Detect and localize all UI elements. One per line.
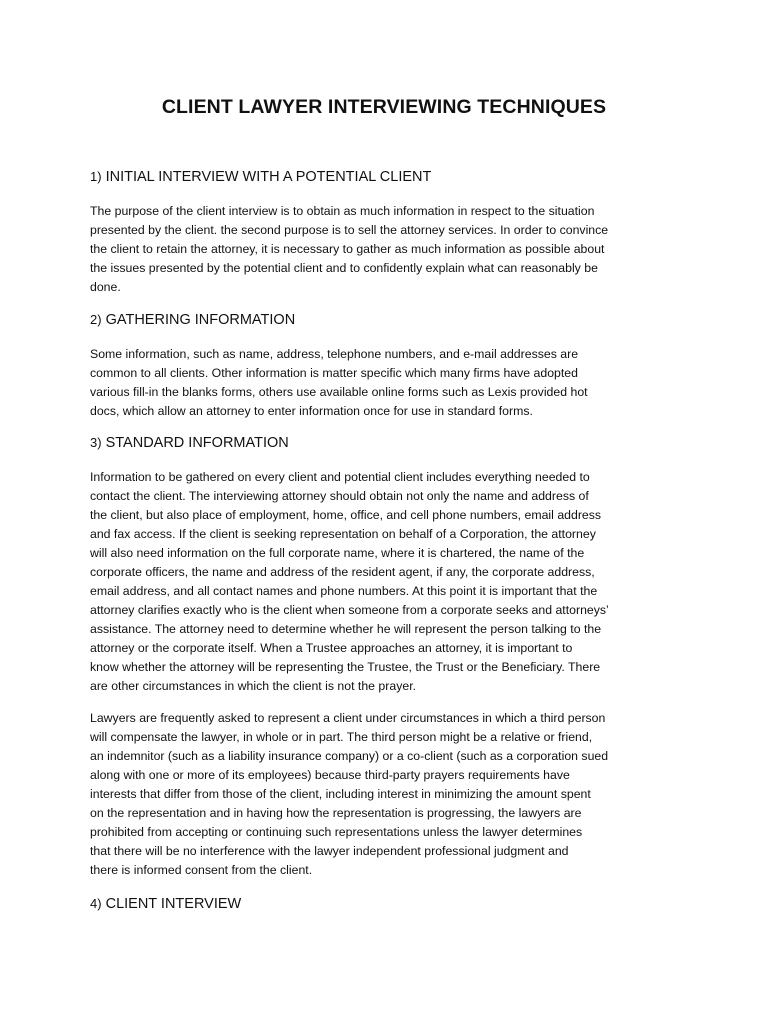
section-number: 2) xyxy=(90,312,102,327)
text-line: prohibited from accepting or continuing such representations unless the lawyer determines xyxy=(90,825,583,839)
text-line: on the representation and in having how the representation is progressing, the lawyers are xyxy=(90,806,582,820)
text-line: there is informed consent from the client. xyxy=(90,863,313,877)
text-line: various fill-in the blanks forms, others use available online forms such as Lexis provided hot xyxy=(90,385,588,399)
text-line: are other circumstances in which the client is not the prayer. xyxy=(90,679,417,693)
text-line: Information to be gathered on every client and potential client includes everything needed to xyxy=(90,470,590,484)
text-line: Lawyers are frequently asked to represent a client under circumstances in which a third person xyxy=(90,711,606,725)
section-number: 3) xyxy=(90,435,102,450)
text-line: that there will be no interference with the lawyer independent professional judgment and xyxy=(90,844,569,858)
section-title: GATHERING INFORMATION xyxy=(105,312,296,328)
text-line: docs, which allow an attorney to enter information once for use in standard forms. xyxy=(90,404,533,418)
text-line: The purpose of the client interview is to obtain as much information in respect to the situation xyxy=(90,204,595,218)
text-line: done. xyxy=(90,280,121,294)
section-2-paragraph-1 xyxy=(90,345,680,421)
section-heading-3 xyxy=(90,435,690,451)
section-3-paragraph-2 xyxy=(90,709,680,880)
text-line: assistance. The attorney need to determine whether he will represent the person talking to the xyxy=(90,622,602,636)
text-line: the issues presented by the potential client and to confidently explain what can reasonably be xyxy=(90,261,598,275)
text-line: the client to retain the attorney, it is necessary to gather as much information as possible about xyxy=(90,242,605,256)
text-line: common to all clients. Other information is matter specific which many firms have adopted xyxy=(90,366,578,380)
section-heading-1 xyxy=(90,169,690,185)
section-3-paragraph-1 xyxy=(90,468,680,696)
text-line: will compensate the lawyer, in whole or in part. The third person might be a relative or friend, xyxy=(90,730,593,744)
text-line: contact the client. The interviewing attorney should obtain not only the name and address of xyxy=(90,489,589,503)
text-line: presented by the client. the second purpose is to sell the attorney services. In order to convince xyxy=(90,223,609,237)
text-line: attorney clarifies exactly who is the client when someone from a corporate seeks and attorneys’ xyxy=(90,603,609,617)
text-line: the client, but also place of employment, home, office, and cell phone numbers, email address xyxy=(90,508,602,522)
text-line: Some information, such as name, address, telephone numbers, and e-mail addresses are xyxy=(90,347,579,361)
section-title: CLIENT INTERVIEW xyxy=(105,896,242,912)
text-line: an indemnitor (such as a liability insurance company) or a co-client (such as a corporation sued xyxy=(90,749,609,763)
text-line: will also need information on the full corporate name, where it is chartered, the name of the xyxy=(90,546,585,560)
text-line: and fax access. If the client is seeking representation on behalf of a Corporation, the attorney xyxy=(90,527,596,541)
section-title: INITIAL INTERVIEW WITH A POTENTIAL CLIENT xyxy=(105,169,432,185)
text-line: interests that differ from those of the client, including interest in minimizing the amount spent xyxy=(90,787,591,801)
section-1-paragraph-1 xyxy=(90,202,680,297)
section-heading-4 xyxy=(90,896,690,912)
text-line: along with one or more of its employees) because third-party prayers requirements have xyxy=(90,768,570,782)
section-number: 1) xyxy=(90,169,102,184)
section-number: 4) xyxy=(90,896,102,911)
text-line: know whether the attorney will be representing the Trustee, the Trust or the Beneficiary. There xyxy=(90,660,601,674)
text-line: corporate officers, the name and address of the resident agent, if any, the corporate address, xyxy=(90,565,595,579)
document-title: CLIENT LAWYER INTERVIEWING TECHNIQUES xyxy=(161,96,607,118)
section-title: STANDARD INFORMATION xyxy=(105,435,289,451)
section-heading-2 xyxy=(90,312,690,328)
text-line: email address, and all contact names and phone numbers. At this point it is important that the xyxy=(90,584,598,598)
text-line: attorney or the corporate itself. When a Trustee approaches an attorney, it is important to xyxy=(90,641,573,655)
